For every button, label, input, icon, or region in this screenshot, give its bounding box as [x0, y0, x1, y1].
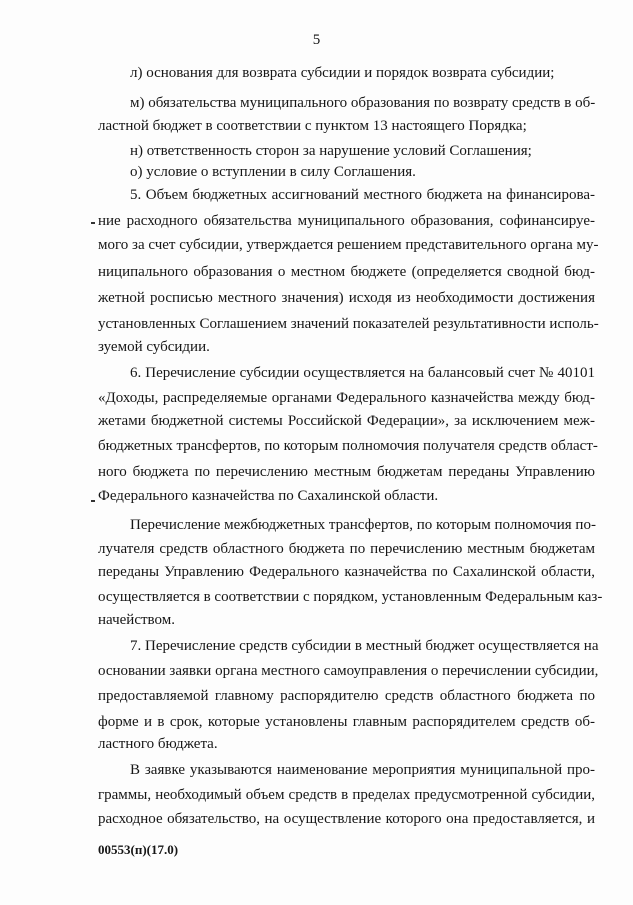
text-line: 5. Объем бюджетных ассигнований местного бюджета на финансирова-	[130, 187, 595, 203]
text-line: основании заявки органа местного самоуправления о перечислении субсидии,	[98, 663, 599, 679]
text-line: н) ответственность сторон за нарушение условий Соглашения;	[130, 143, 532, 159]
text-line: расходное обязательство, на осуществление которого она предоставляется, и	[98, 811, 595, 827]
text-line: ного бюджета по перечислению местным бюджетам переданы Управлению	[98, 464, 595, 480]
text-line: «Доходы, распределяемые органами Федерального казначейства между бюд-	[98, 390, 595, 406]
text-line: Перечисление межбюджетных трансфертов, по которым полномочия по-	[130, 517, 596, 533]
text-line: мого за счет субсидии, утверждается решением представительного органа му-	[98, 237, 599, 253]
text-line: переданы Управлению Федерального казначейства по Сахалинской области,	[98, 564, 595, 580]
text-line: зуемой субсидии.	[98, 339, 210, 355]
text-line: осуществляется в соответствии с порядком, установленным Федеральным каз-	[98, 589, 603, 605]
text-line: бюджетных трансфертов, по которым полномочия получателя средств област-	[98, 438, 598, 454]
scan-mark	[91, 222, 95, 224]
text-line: лучателя средств областного бюджета по перечислению местным бюджетам	[98, 541, 595, 557]
page-number: 5	[312, 32, 321, 48]
text-line: начейством.	[98, 612, 175, 628]
text-line: ниципального образования о местном бюджете (определяется сводной бюд-	[98, 264, 595, 280]
text-line: В заявке указываются наименование мероприятия муниципальной про-	[130, 762, 595, 778]
text-line: ластной бюджет в соответствии с пунктом 13 настоящего Порядка;	[98, 118, 527, 134]
text-line: л) основания для возврата субсидии и порядок возврата субсидии;	[130, 65, 555, 81]
document-code: 00553(п)(17.0)	[98, 842, 179, 857]
text-line: о) условие о вступлении в силу Соглашения.	[130, 164, 416, 180]
text-line: ластного бюджета.	[98, 736, 218, 752]
text-line: Федерального казначейства по Сахалинской области.	[98, 488, 439, 504]
text-line: жетной росписью местного значения) исходя из необходимости достижения	[98, 290, 595, 306]
scan-mark	[91, 500, 95, 502]
text-line: жетами бюджетной системы Российской Федерации», за исключением меж-	[98, 413, 595, 429]
text-line: м) обязательства муниципального образования по возврату средств в об-	[130, 95, 596, 111]
text-line: установленных Соглашением значений показателей результативности исполь-	[98, 316, 599, 332]
text-line: 7. Перечисление средств субсидии в местный бюджет осуществляется на	[130, 638, 599, 654]
text-line: ние расходного обязательства муниципального образования, софинансируе-	[98, 213, 595, 229]
text-line: граммы, необходимый объем средств в пределах предусмотренной субсидии,	[98, 787, 595, 803]
text-line: 6. Перечисление субсидии осуществляется на балансовый счет № 40101	[130, 365, 595, 381]
text-line: форме и в срок, которые установлены главным распорядителем средств об-	[98, 714, 595, 730]
text-line: предоставляемой главному распорядителю средств областного бюджета по	[98, 688, 595, 704]
